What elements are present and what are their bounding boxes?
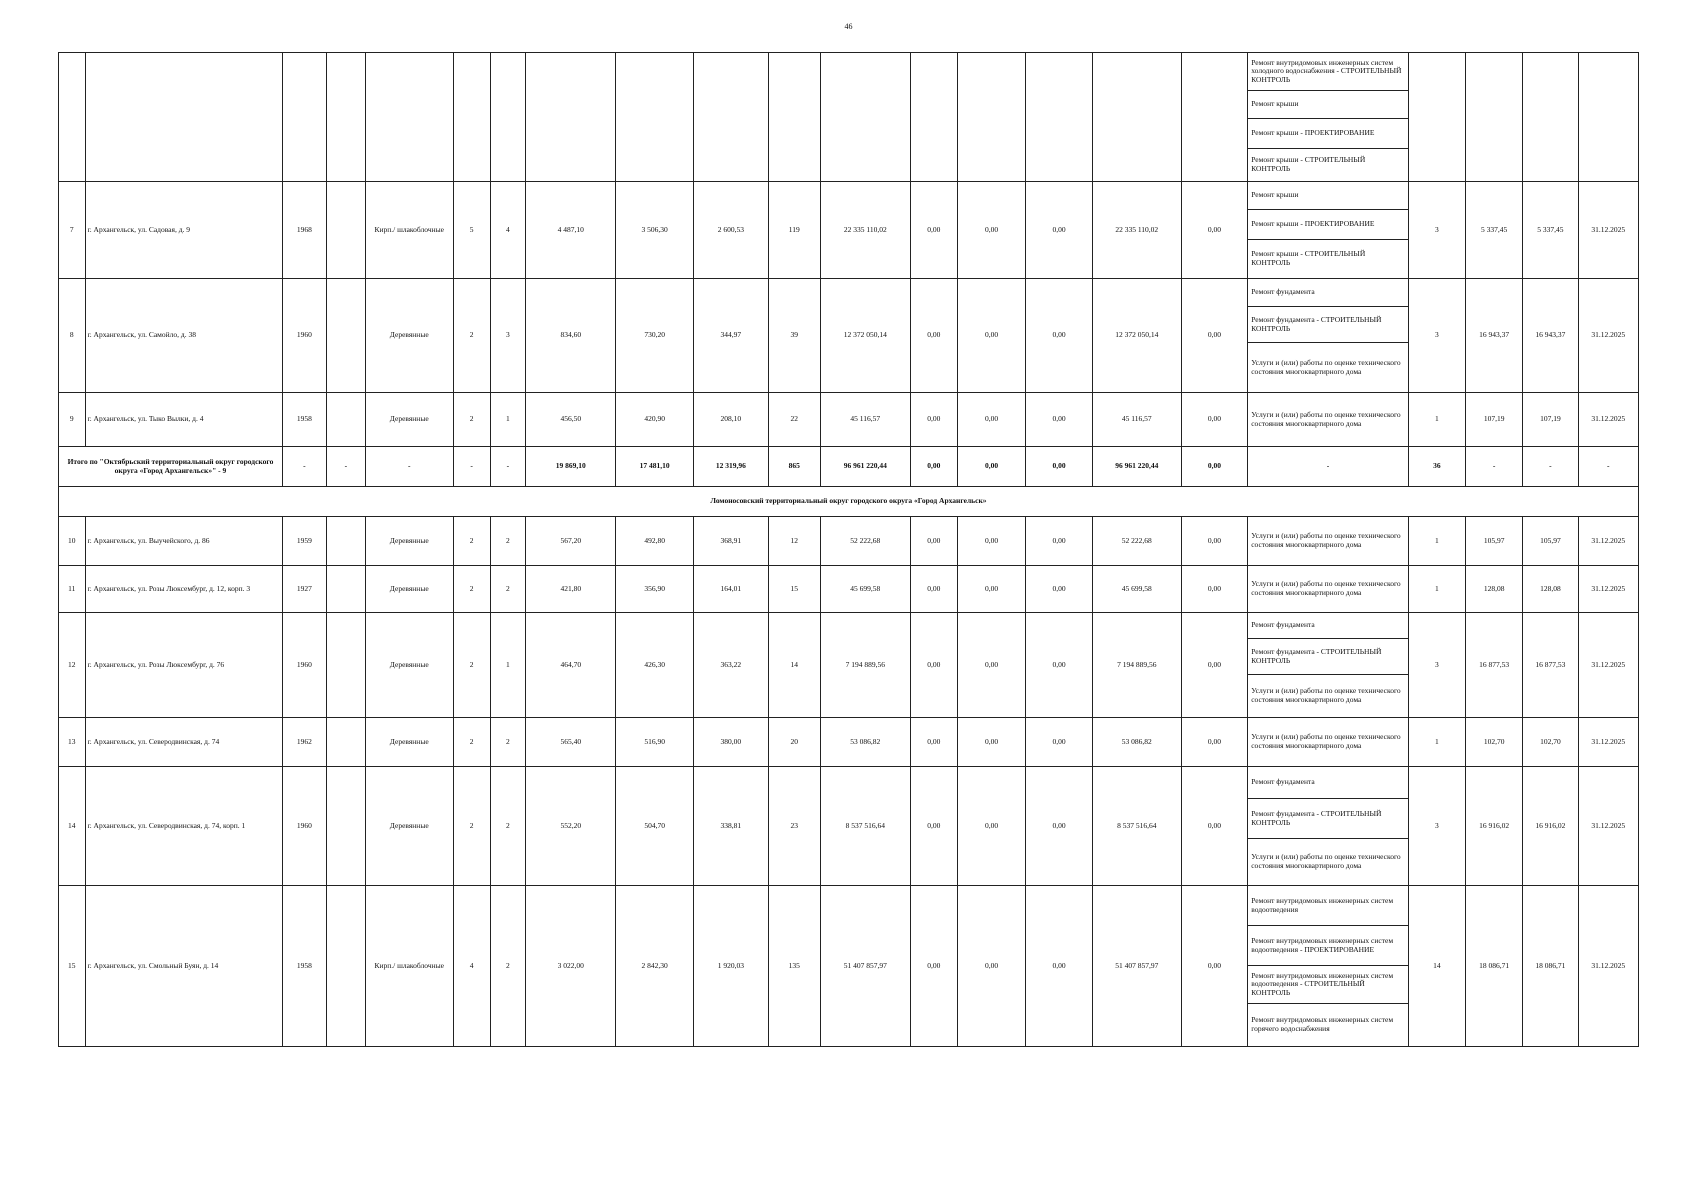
- cell-f3: 0,00: [1026, 718, 1092, 767]
- cell-area_own: 363,22: [694, 613, 769, 718]
- cell-addr: г. Архангельск, ул. Северодвинская, д. 74: [85, 718, 282, 767]
- table-row: [59, 566, 1639, 613]
- cell-qty: 3: [1408, 613, 1465, 718]
- cell-f2: 0,00: [957, 517, 1026, 566]
- table-cell: [820, 53, 910, 182]
- cell-f2: 0,00: [957, 279, 1026, 393]
- cell-cost: 53 086,82: [820, 718, 910, 767]
- cell-area_res: 730,20: [616, 279, 694, 393]
- total-row: [59, 447, 1639, 487]
- cell-f1: 0,00: [910, 517, 957, 566]
- cell-own_funds: 22 335 110,02: [1092, 182, 1181, 279]
- district-row: [59, 487, 1639, 517]
- cell-unit-cost: 16 943,37: [1466, 279, 1523, 393]
- cell-unit-cost: 105,97: [1466, 517, 1523, 566]
- cell-area_res: 426,30: [616, 613, 694, 718]
- work-item: Ремонт внутридомовых инженерных систем водоотведения - СТРОИТЕЛЬНЫЙ КОНТРОЛЬ: [1248, 966, 1408, 1004]
- work-item: Ремонт крыши: [1248, 182, 1408, 210]
- cell-unit-cost: 16 877,53: [1466, 613, 1523, 718]
- work-item: Ремонт фундамента: [1248, 613, 1408, 639]
- cell-f3: 0,00: [1026, 566, 1092, 613]
- table-cell: [85, 53, 282, 182]
- cell-f1: 0,00: [910, 613, 957, 718]
- cell-f3: 0,00: [1026, 393, 1092, 447]
- cell-n: 15: [59, 886, 86, 1047]
- cell-mat: Деревянные: [365, 613, 453, 718]
- table-cell: [326, 393, 365, 447]
- cell-area_own: 2 600,53: [694, 182, 769, 279]
- cell-unit-cost: 18 086,71: [1466, 886, 1523, 1047]
- cell-n: 8: [59, 279, 86, 393]
- cell-f2: 0,00: [957, 767, 1026, 886]
- work-item: Ремонт фундамента - СТРОИТЕЛЬНЫЙ КОНТРОЛЬ: [1248, 799, 1408, 839]
- table-cell: [1181, 53, 1247, 182]
- work-item: Ремонт внутридомовых инженерных систем водоотведения - ПРОЕКТИРОВАНИЕ: [1248, 926, 1408, 966]
- cell-cost: 12 372 050,14: [820, 279, 910, 393]
- cell-addr: г. Архангельск, ул. Тыко Вылки, д. 4: [85, 393, 282, 447]
- total-cell: 36: [1408, 447, 1465, 487]
- cell-other: 0,00: [1181, 767, 1247, 886]
- cell-cost: 45 116,57: [820, 393, 910, 447]
- cell-people: 135: [768, 886, 820, 1047]
- table-cell: [326, 53, 365, 182]
- table-row: [59, 182, 1639, 279]
- table-cell: [326, 517, 365, 566]
- works-list-cell: [1248, 767, 1409, 886]
- cell-year: 1960: [282, 613, 326, 718]
- total-cell: 12 319,96: [694, 447, 769, 487]
- cell-f1: 0,00: [910, 182, 957, 279]
- total-cell: -: [326, 447, 365, 487]
- table-cell: [1578, 53, 1638, 182]
- cell-entr: 4: [490, 182, 526, 279]
- table-cell: [326, 886, 365, 1047]
- cell-cost: 22 335 110,02: [820, 182, 910, 279]
- cell-entr: 2: [490, 566, 526, 613]
- work-item: Ремонт крыши - ПРОЕКТИРОВАНИЕ: [1248, 119, 1408, 149]
- work-item: Ремонт внутридомовых инженерных систем водоотведения: [1248, 886, 1408, 926]
- cell-qty: 1: [1408, 517, 1465, 566]
- cell-floors: 2: [453, 279, 490, 393]
- work-item: Услуги и (или) работы по оценке технического состояния многоквартирного дома: [1251, 531, 1401, 549]
- cell-date: 31.12.2025: [1578, 718, 1638, 767]
- cell-f3: 0,00: [1026, 613, 1092, 718]
- table-cell: [326, 767, 365, 886]
- cell-floors: 2: [453, 767, 490, 886]
- table-cell: [282, 53, 326, 182]
- work-item: Услуги и (или) работы по оценке технического состояния многоквартирного дома: [1251, 357, 1401, 376]
- cell-f1: 0,00: [910, 718, 957, 767]
- cell-own_funds: 53 086,82: [1092, 718, 1181, 767]
- cell-addr: г. Архангельск, ул. Розы Люксембург, д. 76: [85, 613, 282, 718]
- cell-year: 1927: [282, 566, 326, 613]
- cell-date: 31.12.2025: [1578, 886, 1638, 1047]
- table-cell: [326, 613, 365, 718]
- table-row: [59, 613, 1639, 718]
- cell-own_funds: 51 407 857,97: [1092, 886, 1181, 1047]
- cell-f1: 0,00: [910, 279, 957, 393]
- cell-entr: 3: [490, 279, 526, 393]
- cell-area_total: 456,50: [526, 393, 616, 447]
- total-cell: -: [1578, 447, 1638, 487]
- cell-max-cost: 102,70: [1523, 718, 1578, 767]
- cell-other: 0,00: [1181, 182, 1247, 279]
- works-list-cell: [1248, 393, 1409, 447]
- cell-area_own: 344,97: [694, 279, 769, 393]
- table-cell: [1092, 53, 1181, 182]
- cell-area_res: 3 506,30: [616, 182, 694, 279]
- cell-floors: 2: [453, 517, 490, 566]
- table-cell: [616, 53, 694, 182]
- cell-area_total: 552,20: [526, 767, 616, 886]
- table-cell: [490, 53, 526, 182]
- total-cell: 96 961 220,44: [820, 447, 910, 487]
- cell-mat: Деревянные: [365, 718, 453, 767]
- work-item: Ремонт фундамента - СТРОИТЕЛЬНЫЙ КОНТРОЛЬ: [1248, 307, 1408, 343]
- work-item: Ремонт крыши - СТРОИТЕЛЬНЫЙ КОНТРОЛЬ: [1251, 155, 1366, 173]
- cell-area_own: 380,00: [694, 718, 769, 767]
- cell-mat: Деревянные: [365, 393, 453, 447]
- cell-people: 119: [768, 182, 820, 279]
- cell-date: 31.12.2025: [1578, 767, 1638, 886]
- cell-f2: 0,00: [957, 886, 1026, 1047]
- cell-date: 31.12.2025: [1578, 393, 1638, 447]
- cell-year: 1958: [282, 886, 326, 1047]
- cell-max-cost: 107,19: [1523, 393, 1578, 447]
- total-cell: 865: [768, 447, 820, 487]
- cell-date: 31.12.2025: [1578, 566, 1638, 613]
- total-cell: -: [1248, 447, 1409, 487]
- total-cell: 19 869,10: [526, 447, 616, 487]
- cell-other: 0,00: [1181, 718, 1247, 767]
- cell-own_funds: 45 699,58: [1092, 566, 1181, 613]
- cell-other: 0,00: [1181, 393, 1247, 447]
- cell-max-cost: 5 337,45: [1523, 182, 1578, 279]
- total-cell: -: [453, 447, 490, 487]
- cell-f3: 0,00: [1026, 279, 1092, 393]
- table-cell: [59, 53, 86, 182]
- cell-qty: 14: [1408, 886, 1465, 1047]
- cell-qty: 1: [1408, 393, 1465, 447]
- cell-area_res: 420,90: [616, 393, 694, 447]
- table-cell: [957, 53, 1026, 182]
- table-row: [59, 279, 1639, 393]
- cell-cost: 45 699,58: [820, 566, 910, 613]
- works-list-cell: [1248, 53, 1409, 182]
- cell-f2: 0,00: [957, 393, 1026, 447]
- cell-year: 1960: [282, 279, 326, 393]
- cell-max-cost: 105,97: [1523, 517, 1578, 566]
- works-list-cell: [1248, 566, 1409, 613]
- cell-n: 12: [59, 613, 86, 718]
- cell-people: 20: [768, 718, 820, 767]
- cell-max-cost: 128,08: [1523, 566, 1578, 613]
- cell-area_own: 368,91: [694, 517, 769, 566]
- work-item: Ремонт внутридомовых инженерных систем холодного водоснабжения - СТРОИТЕЛЬНЫЙ КОНТРОЛЬ: [1248, 53, 1408, 91]
- table-cell: [453, 53, 490, 182]
- cell-f2: 0,00: [957, 182, 1026, 279]
- cell-max-cost: 16 916,02: [1523, 767, 1578, 886]
- cell-unit-cost: 107,19: [1466, 393, 1523, 447]
- cell-area_own: 164,01: [694, 566, 769, 613]
- cell-f1: 0,00: [910, 886, 957, 1047]
- cell-area_total: 567,20: [526, 517, 616, 566]
- cell-cost: 8 537 516,64: [820, 767, 910, 886]
- total-cell: 96 961 220,44: [1092, 447, 1181, 487]
- cell-area_res: 356,90: [616, 566, 694, 613]
- cell-date: 31.12.2025: [1578, 517, 1638, 566]
- cell-cost: 7 194 889,56: [820, 613, 910, 718]
- cell-other: 0,00: [1181, 613, 1247, 718]
- cell-n: 14: [59, 767, 86, 886]
- cell-area_own: 338,81: [694, 767, 769, 886]
- total-cell: -: [282, 447, 326, 487]
- total-cell: 17 481,10: [616, 447, 694, 487]
- cell-floors: 4: [453, 886, 490, 1047]
- cell-own_funds: 52 222,68: [1092, 517, 1181, 566]
- total-cell: -: [1523, 447, 1578, 487]
- cell-mat: Деревянные: [365, 279, 453, 393]
- cell-date: 31.12.2025: [1578, 279, 1638, 393]
- cell-floors: 2: [453, 718, 490, 767]
- cell-unit-cost: 102,70: [1466, 718, 1523, 767]
- cell-other: 0,00: [1181, 566, 1247, 613]
- cell-area_own: 1 920,03: [694, 886, 769, 1047]
- work-item: Услуги и (или) работы по оценке технического состояния многоквартирного дома: [1251, 686, 1401, 704]
- table-row: [59, 393, 1639, 447]
- work-item: Ремонт крыши - СТРОИТЕЛЬНЫЙ КОНТРОЛЬ: [1251, 249, 1366, 267]
- cell-people: 14: [768, 613, 820, 718]
- work-item: Ремонт фундамента - СТРОИТЕЛЬНЫЙ КОНТРОЛЬ: [1248, 639, 1408, 675]
- cell-f3: 0,00: [1026, 517, 1092, 566]
- cell-qty: 1: [1408, 718, 1465, 767]
- cell-area_res: 492,80: [616, 517, 694, 566]
- table-cell: [326, 182, 365, 279]
- table-cell: [365, 53, 453, 182]
- table-cell: [910, 53, 957, 182]
- works-list-cell: [1248, 517, 1409, 566]
- work-item: Ремонт фундамента: [1248, 279, 1408, 307]
- cell-cost: 51 407 857,97: [820, 886, 910, 1047]
- district-title: Ломоносовский территориальный округ городского округа «Город Архангельск»: [59, 487, 1639, 517]
- cell-cost: 52 222,68: [820, 517, 910, 566]
- table-cell: [526, 53, 616, 182]
- cell-f1: 0,00: [910, 393, 957, 447]
- cell-entr: 1: [490, 613, 526, 718]
- total-cell: 0,00: [910, 447, 957, 487]
- total-label: Итого по "Октябрьский территориальный округ городского округа «Город Архангельск»" - 9: [59, 447, 283, 487]
- works-list-cell: [1248, 279, 1409, 393]
- table-cell: [1026, 53, 1092, 182]
- housing-repair-table: [58, 52, 1639, 1047]
- total-cell: 0,00: [1026, 447, 1092, 487]
- total-cell: 0,00: [1181, 447, 1247, 487]
- table-cell: [1466, 53, 1523, 182]
- cell-entr: 1: [490, 393, 526, 447]
- cell-addr: г. Архангельск, ул. Розы Люксембург, д. 12, корп. 3: [85, 566, 282, 613]
- cell-addr: г. Архангельск, ул. Смольный Буян, д. 14: [85, 886, 282, 1047]
- table-row: [59, 886, 1639, 1047]
- cell-area_res: 504,70: [616, 767, 694, 886]
- cell-n: 13: [59, 718, 86, 767]
- cell-mat: Деревянные: [365, 566, 453, 613]
- cell-area_res: 2 842,30: [616, 886, 694, 1047]
- cell-addr: г. Архангельск, ул. Садовая, д. 9: [85, 182, 282, 279]
- cell-qty: 3: [1408, 279, 1465, 393]
- cell-qty: 1: [1408, 566, 1465, 613]
- cell-floors: 2: [453, 613, 490, 718]
- cell-addr: г. Архангельск, ул. Самойло, д. 38: [85, 279, 282, 393]
- cell-addr: г. Архангельск, ул. Выучейского, д. 86: [85, 517, 282, 566]
- table-row: [59, 718, 1639, 767]
- cell-f1: 0,00: [910, 767, 957, 886]
- cell-area_total: 3 022,00: [526, 886, 616, 1047]
- cell-people: 22: [768, 393, 820, 447]
- works-list-cell: [1248, 182, 1409, 279]
- cell-area_total: 421,80: [526, 566, 616, 613]
- cell-date: 31.12.2025: [1578, 182, 1638, 279]
- cell-qty: 3: [1408, 767, 1465, 886]
- table-cell: [326, 279, 365, 393]
- works-list-cell: [1248, 718, 1409, 767]
- cell-max-cost: 18 086,71: [1523, 886, 1578, 1047]
- cell-n: 10: [59, 517, 86, 566]
- table-row: [59, 517, 1639, 566]
- table-row: [59, 53, 1639, 182]
- cell-mat: Деревянные: [365, 767, 453, 886]
- cell-mat: Кирп./ шлакоблочные: [365, 886, 453, 1047]
- cell-mat: Кирп./ шлакоблочные: [365, 182, 453, 279]
- work-item: Ремонт внутридомовых инженерных систем горячего водоснабжения: [1251, 1015, 1394, 1033]
- cell-other: 0,00: [1181, 517, 1247, 566]
- cell-entr: 2: [490, 886, 526, 1047]
- cell-people: 39: [768, 279, 820, 393]
- cell-f3: 0,00: [1026, 767, 1092, 886]
- works-list-cell: [1248, 613, 1409, 718]
- cell-area_total: 834,60: [526, 279, 616, 393]
- page-number: 46: [844, 22, 853, 31]
- cell-n: 11: [59, 566, 86, 613]
- cell-entr: 2: [490, 517, 526, 566]
- cell-people: 15: [768, 566, 820, 613]
- cell-date: 31.12.2025: [1578, 613, 1638, 718]
- work-item: Услуги и (или) работы по оценке технического состояния многоквартирного дома: [1251, 852, 1401, 870]
- cell-addr: г. Архангельск, ул. Северодвинская, д. 74, корп. 1: [85, 767, 282, 886]
- total-cell: -: [1466, 447, 1523, 487]
- cell-other: 0,00: [1181, 279, 1247, 393]
- cell-f2: 0,00: [957, 613, 1026, 718]
- table-cell: [768, 53, 820, 182]
- cell-own_funds: 8 537 516,64: [1092, 767, 1181, 886]
- cell-floors: 2: [453, 393, 490, 447]
- cell-year: 1958: [282, 393, 326, 447]
- cell-f3: 0,00: [1026, 886, 1092, 1047]
- table-cell: [1523, 53, 1578, 182]
- cell-max-cost: 16 877,53: [1523, 613, 1578, 718]
- cell-year: 1959: [282, 517, 326, 566]
- table-cell: [326, 566, 365, 613]
- work-item: Ремонт фундамента: [1248, 767, 1408, 799]
- work-item: Услуги и (или) работы по оценке технического состояния многоквартирного дома: [1251, 732, 1401, 750]
- total-cell: -: [365, 447, 453, 487]
- cell-year: 1962: [282, 718, 326, 767]
- cell-floors: 5: [453, 182, 490, 279]
- table-cell: [694, 53, 769, 182]
- table-cell: [326, 718, 365, 767]
- cell-max-cost: 16 943,37: [1523, 279, 1578, 393]
- cell-qty: 3: [1408, 182, 1465, 279]
- cell-area_total: 4 487,10: [526, 182, 616, 279]
- cell-floors: 2: [453, 566, 490, 613]
- cell-unit-cost: 128,08: [1466, 566, 1523, 613]
- cell-area_res: 516,90: [616, 718, 694, 767]
- cell-unit-cost: 16 916,02: [1466, 767, 1523, 886]
- cell-f3: 0,00: [1026, 182, 1092, 279]
- table-row: [59, 767, 1639, 886]
- cell-people: 23: [768, 767, 820, 886]
- cell-n: 9: [59, 393, 86, 447]
- cell-entr: 2: [490, 718, 526, 767]
- cell-f2: 0,00: [957, 566, 1026, 613]
- work-item: Услуги и (или) работы по оценке технического состояния многоквартирного дома: [1251, 579, 1401, 597]
- cell-n: 7: [59, 182, 86, 279]
- cell-year: 1960: [282, 767, 326, 886]
- cell-own_funds: 7 194 889,56: [1092, 613, 1181, 718]
- cell-other: 0,00: [1181, 886, 1247, 1047]
- cell-area_total: 565,40: [526, 718, 616, 767]
- cell-unit-cost: 5 337,45: [1466, 182, 1523, 279]
- total-cell: -: [490, 447, 526, 487]
- cell-mat: Деревянные: [365, 517, 453, 566]
- total-cell: 0,00: [957, 447, 1026, 487]
- cell-own_funds: 12 372 050,14: [1092, 279, 1181, 393]
- cell-f2: 0,00: [957, 718, 1026, 767]
- cell-year: 1968: [282, 182, 326, 279]
- work-item: Услуги и (или) работы по оценке технического состояния многоквартирного дома: [1251, 409, 1401, 428]
- cell-own_funds: 45 116,57: [1092, 393, 1181, 447]
- cell-entr: 2: [490, 767, 526, 886]
- cell-people: 12: [768, 517, 820, 566]
- works-list-cell: [1248, 886, 1409, 1047]
- table-cell: [1408, 53, 1465, 182]
- work-item: Ремонт крыши: [1248, 91, 1408, 119]
- cell-area_own: 208,10: [694, 393, 769, 447]
- cell-f1: 0,00: [910, 566, 957, 613]
- cell-area_total: 464,70: [526, 613, 616, 718]
- work-item: Ремонт крыши - ПРОЕКТИРОВАНИЕ: [1248, 210, 1408, 240]
